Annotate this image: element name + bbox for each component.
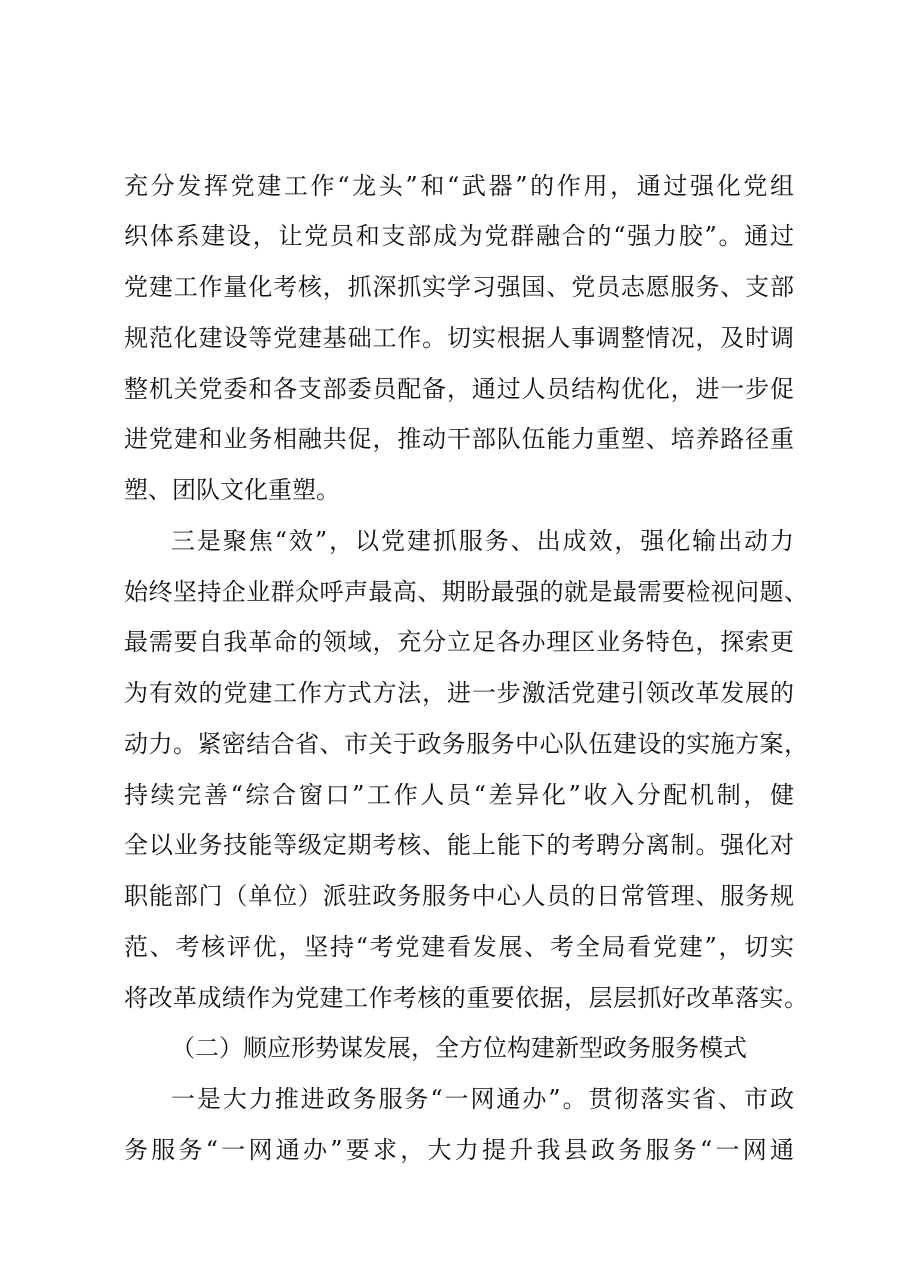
text-line: 将改革成绩作为党建工作考核的重要依据，层层抓好改革落实。 <box>124 984 808 1012</box>
text-line: 范、考核评优，坚持“考党建看发展、考全局看党建”，切实 <box>124 933 794 961</box>
text-line: 塑、团队文化重塑。 <box>124 476 340 504</box>
text-line: 规范化建设等党建基础工作。切实根据人事调整情况，及时调 <box>124 324 794 352</box>
text-line: 进党建和业务相融共促，推动干部队伍能力重塑、培养路径重 <box>124 425 794 453</box>
text-line: 整机关党委和各支部委员配备，通过人员结构优化，进一步促 <box>124 375 794 403</box>
text-line: 充分发挥党建工作“龙头”和“武器”的作用，通过强化党组 <box>124 172 794 200</box>
text-line: 职能部门（单位）派驻政务服务中心人员的日常管理、服务规 <box>124 882 794 910</box>
text-line: 务服务“一网通办”要求，大力提升我县政务服务“一网通 <box>124 1136 794 1164</box>
text-line: 一是大力推进政务服务“一网通办”。贯彻落实省、市政 <box>171 1085 794 1113</box>
text-line: 党建工作量化考核，抓深抓实学习强国、党员志愿服务、支部 <box>124 273 794 301</box>
text-line: 为有效的党建工作方式方法，进一步激活党建引领改革发展的 <box>124 679 794 707</box>
section-heading: （二）顺应形势谋发展，全方位构建新型政务服务模式 <box>171 1034 747 1062</box>
text-line: 全以业务技能等级定期考核、能上能下的考聘分离制。强化对 <box>124 831 794 859</box>
text-line: 三是聚焦“效”，以党建抓服务、出成效，强化输出动力 <box>171 527 794 555</box>
text-line: 始终坚持企业群众呼声最高、期盼最强的就是最需要检视问题、 <box>124 578 808 606</box>
text-line: 最需要自我革命的领域，充分立足各办理区业务特色，探索更 <box>124 628 794 656</box>
text-line: 织体系建设，让党员和支部成为党群融合的“强力胶”。通过 <box>124 222 794 250</box>
text-line: 持续完善“综合窗口”工作人员“差异化”收入分配机制，健 <box>124 781 794 809</box>
text-line: 动力。紧密结合省、市关于政务服务中心队伍建设的实施方案， <box>124 730 808 758</box>
